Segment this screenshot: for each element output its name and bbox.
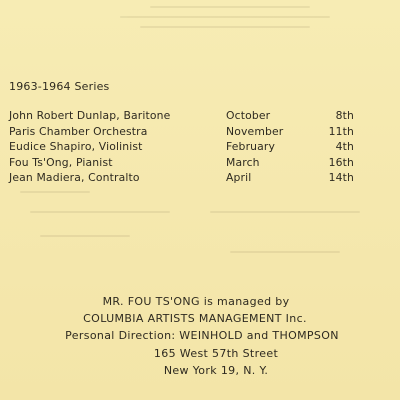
management-line: MR. FOU TS'ONG is managed by bbox=[102, 295, 290, 308]
concert-month: October bbox=[226, 109, 271, 122]
performer-name: Jean Madiera, Contralto bbox=[9, 171, 140, 184]
city-address: New York 19, N. Y. bbox=[163, 363, 269, 377]
personal-direction: Personal Direction: WEINHOLD and THOMPSON bbox=[65, 329, 339, 343]
street-address: 165 West 57th Street bbox=[153, 346, 279, 360]
agency-name: COLUMBIA ARTISTS MANAGEMENT Inc. bbox=[83, 312, 307, 326]
performer-name: Eudice Shapiro, Violinist bbox=[9, 140, 143, 153]
concert-month: March bbox=[226, 155, 260, 169]
concert-day: 16th bbox=[328, 155, 354, 169]
concert-day: 11th bbox=[328, 124, 354, 138]
management-notice bbox=[0, 293, 400, 379]
concert-month: February bbox=[226, 140, 276, 153]
performer-name: Paris Chamber Orchestra bbox=[9, 124, 148, 138]
show-through-text-middle bbox=[0, 185, 400, 275]
schedule-row bbox=[9, 140, 354, 156]
schedule-row bbox=[9, 156, 354, 172]
concert-schedule bbox=[9, 109, 354, 187]
show-through-text-top bbox=[0, 0, 400, 40]
concert-day: 4th bbox=[335, 140, 354, 153]
performer-name: Fou Ts'Ong, Pianist bbox=[9, 155, 113, 169]
concert-day: 14th bbox=[328, 171, 354, 184]
performer-name: John Robert Dunlap, Baritone bbox=[9, 109, 171, 122]
series-title: 1963-1964 Series bbox=[9, 80, 110, 93]
schedule-row bbox=[9, 125, 354, 141]
concert-month: April bbox=[226, 171, 252, 184]
schedule-row bbox=[9, 109, 354, 125]
concert-month: November bbox=[226, 124, 284, 138]
schedule-row bbox=[9, 171, 354, 187]
concert-day: 8th bbox=[335, 109, 354, 122]
